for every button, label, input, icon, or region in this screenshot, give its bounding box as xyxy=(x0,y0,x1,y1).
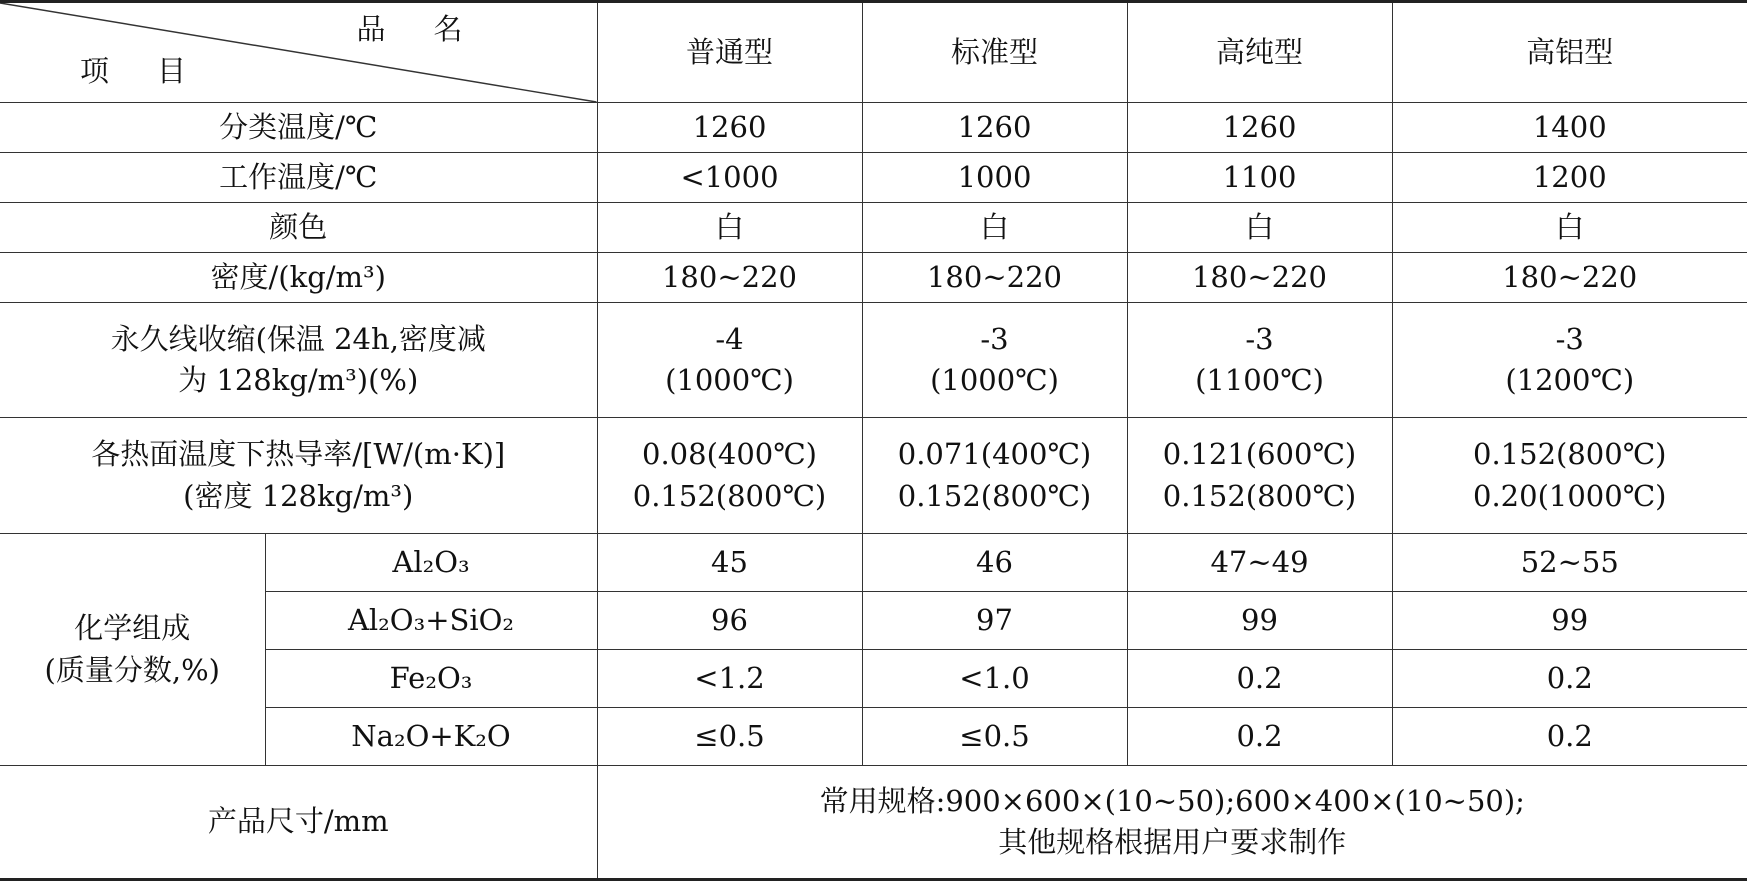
table-cell: 45 xyxy=(597,534,862,592)
table-cell: <1.0 xyxy=(862,650,1127,708)
table-cell: 白 xyxy=(1392,203,1747,253)
cell-line: (1000℃) xyxy=(930,363,1059,397)
column-header: 标准型 xyxy=(862,2,1127,103)
row-label: 密度/(kg/m³) xyxy=(0,253,597,303)
table-cell: 1100 xyxy=(1127,153,1392,203)
table-cell: 99 xyxy=(1127,592,1392,650)
sub-row-label: Na₂O+K₂O xyxy=(265,708,597,766)
sub-row-label: Al₂O₃+SiO₂ xyxy=(265,592,597,650)
table-cell: <1.2 xyxy=(597,650,862,708)
diagonal-header-cell xyxy=(0,2,597,103)
cell-line: 0.152(800℃) xyxy=(1473,437,1667,472)
cell-line: 0.20(1000℃) xyxy=(1473,478,1667,513)
group-label-line: (质量分数,%) xyxy=(44,652,220,687)
diagonal-top-label: 品名 xyxy=(356,12,511,46)
table-cell: 0.2 xyxy=(1392,708,1747,766)
row-label-line: 各热面温度下热导率/[W/(m·K)] xyxy=(91,437,506,472)
cell-line: 0.121(600℃) xyxy=(1162,437,1357,472)
table-cell: 1200 xyxy=(1392,153,1747,203)
cell-line: (1100℃) xyxy=(1195,363,1324,397)
table-row xyxy=(0,153,1747,203)
column-header: 高纯型 xyxy=(1127,2,1392,103)
table-cell xyxy=(597,418,862,534)
table-cell: 0.2 xyxy=(1127,708,1392,766)
table-cell: 白 xyxy=(597,203,862,253)
size-line: 其他规格根据用户要求制作 xyxy=(998,825,1347,859)
cell-line: -3 xyxy=(1555,321,1584,356)
cell-line: 0.152(800℃) xyxy=(632,478,827,513)
row-label xyxy=(0,303,597,418)
table-cell: 52~55 xyxy=(1392,534,1747,592)
table-cell xyxy=(862,418,1127,534)
row-label xyxy=(0,418,597,534)
table-cell: ≤0.5 xyxy=(597,708,862,766)
table-cell: 白 xyxy=(862,203,1127,253)
cell-line: 0.152(800℃) xyxy=(897,478,1092,513)
table-cell: 99 xyxy=(1392,592,1747,650)
column-header: 普通型 xyxy=(597,2,862,103)
size-line: 常用规格:900×600×(10~50);600×400×(10~50); xyxy=(819,783,1525,818)
table-cell xyxy=(1127,303,1392,418)
table-cell: 96 xyxy=(597,592,862,650)
sub-row-label: Al₂O₃ xyxy=(265,534,597,592)
table-header-row xyxy=(0,2,1747,103)
table-cell: 1400 xyxy=(1392,103,1747,153)
cell-line: -3 xyxy=(1245,321,1274,356)
table-cell: 47~49 xyxy=(1127,534,1392,592)
table-cell xyxy=(862,303,1127,418)
column-header: 高铝型 xyxy=(1392,2,1747,103)
table-cell xyxy=(1127,418,1392,534)
size-cell xyxy=(597,766,1747,880)
cell-line: 0.152(800℃) xyxy=(1162,478,1357,513)
table-cell: 180~220 xyxy=(862,253,1127,303)
table-row xyxy=(0,103,1747,153)
table-cell xyxy=(597,303,862,418)
sub-row-label: Fe₂O₃ xyxy=(265,650,597,708)
table-cell: 白 xyxy=(1127,203,1392,253)
cell-line: 0.08(400℃) xyxy=(642,437,817,472)
table-cell: 1260 xyxy=(597,103,862,153)
table-row xyxy=(0,253,1747,303)
row-label-line: 永久线收缩(保温 24h,密度减 xyxy=(110,321,486,356)
row-label: 工作温度/℃ xyxy=(0,153,597,203)
cell-line: (1200℃) xyxy=(1505,363,1635,397)
table-row xyxy=(0,534,1747,592)
row-label-line: 为 128kg/m³)(%) xyxy=(178,363,419,397)
table-cell: 1000 xyxy=(862,153,1127,203)
group-label-line: 化学组成 xyxy=(74,611,191,646)
table-row xyxy=(0,766,1747,880)
row-label-line: (密度 128kg/m³) xyxy=(183,478,414,513)
table-cell xyxy=(1392,418,1747,534)
cell-line: -3 xyxy=(980,321,1009,356)
cell-line: 0.071(400℃) xyxy=(897,437,1092,472)
table-row xyxy=(0,203,1747,253)
row-label: 产品尺寸/mm xyxy=(0,766,597,880)
table-cell: 1260 xyxy=(862,103,1127,153)
table-cell: 0.2 xyxy=(1392,650,1747,708)
row-label: 颜色 xyxy=(0,203,597,253)
row-label: 分类温度/℃ xyxy=(0,103,597,153)
cell-line: -4 xyxy=(715,321,744,356)
cell-line: (1000℃) xyxy=(665,363,794,397)
table-cell xyxy=(1392,303,1747,418)
group-label xyxy=(0,534,265,766)
diagonal-bottom-label: 项目 xyxy=(80,53,235,88)
table-cell: <1000 xyxy=(597,153,862,203)
table-cell: 180~220 xyxy=(597,253,862,303)
table-cell: 1260 xyxy=(1127,103,1392,153)
table-row xyxy=(0,303,1747,418)
table-cell: 97 xyxy=(862,592,1127,650)
table-cell: ≤0.5 xyxy=(862,708,1127,766)
table-cell: 180~220 xyxy=(1392,253,1747,303)
table-row xyxy=(0,418,1747,534)
table-cell: 180~220 xyxy=(1127,253,1392,303)
table-cell: 46 xyxy=(862,534,1127,592)
table-cell: 0.2 xyxy=(1127,650,1392,708)
